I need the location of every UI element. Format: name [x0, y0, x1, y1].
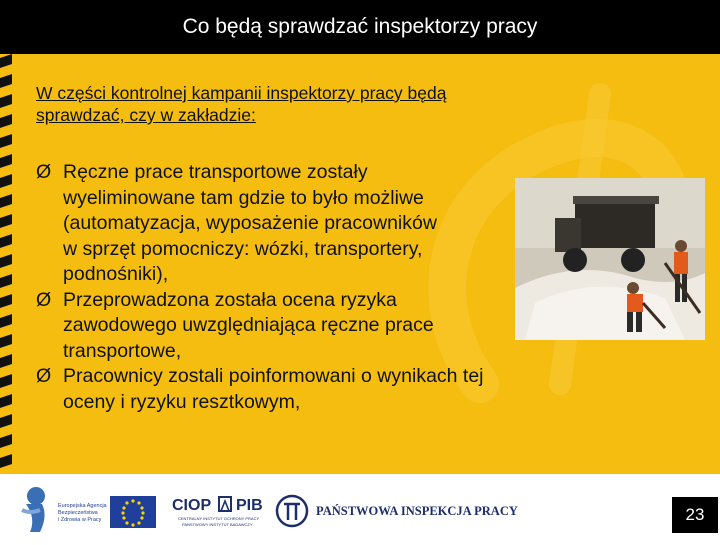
bullet-item — [36, 364, 596, 415]
bullet-1-line-5: podnośniki), — [63, 263, 169, 285]
bullet-2-line-3: transportowe, — [63, 339, 182, 362]
bullet-1-line-1: Ręczne prace transportowe zostały — [63, 161, 368, 183]
page-number — [672, 497, 718, 533]
bullet-arrow-icon: Ø — [36, 288, 52, 311]
pib-logo: PIB — [236, 497, 263, 514]
pip-name: PAŃSTWOWA INSPEKCJA PRACY — [316, 504, 518, 518]
slide-body — [0, 54, 720, 474]
intro-line-2: sprawdzać, czy w zakładzie: — [36, 105, 256, 125]
bullet-2-line-2: zawodowego uwzględniająca ręczne prace — [63, 314, 434, 336]
bullet-list — [36, 160, 596, 415]
agency-line-2: Bezpieczeństwa — [58, 510, 98, 516]
bullet-item — [36, 160, 596, 288]
agency-line-1: Europejska Agencja — [58, 503, 107, 509]
pip-emblem-icon — [277, 496, 307, 526]
footer-logos — [0, 474, 720, 540]
intro-line-1: W części kontrolnej kampanii inspektorzy pracy będą — [36, 83, 447, 103]
eu-osha-logo — [22, 487, 45, 532]
page-number-text: 23 — [685, 505, 705, 524]
bullet-3-line-2: oceny i ryzyku resztkowym, — [63, 390, 301, 413]
slide-title: Co będą sprawdzać inspektorzy pracy — [182, 15, 538, 38]
left-stripe-pattern — [0, 54, 16, 474]
bullet-2-line-1: Przeprowadzona została ocena ryzyka — [63, 288, 397, 311]
footer-logo-strip — [0, 474, 720, 540]
bullet-item — [36, 288, 596, 365]
ciop-logo: CIOP — [172, 497, 212, 514]
intro-text — [36, 82, 636, 126]
bullet-arrow-icon: Ø — [36, 365, 52, 387]
ciop-subtitle-2: PAŃSTWOWY INSTYTUT BADAWCZY — [182, 522, 253, 527]
eu-flag-icon — [110, 496, 156, 528]
bullet-3-line-1: Pracownicy zostali poinformowani o wynikach tej — [63, 365, 484, 387]
agency-line-3: i Zdrowia w Pracy — [58, 517, 102, 523]
slide-title-bar — [0, 0, 720, 54]
bullet-1-line-4: w sprzęt pomocniczy: wózki, transportery, — [63, 237, 423, 260]
bullet-1-line-3: (automatyzacja, wyposażenie pracowników — [63, 212, 437, 234]
ciop-subtitle-1: CENTRALNY INSTYTUT OCHRONY PRACY — [178, 516, 260, 521]
ciop-emblem-icon — [219, 497, 231, 511]
bullet-arrow-icon: Ø — [36, 161, 52, 183]
bullet-1-line-2: wyeliminowane tam gdzie to było możliwe — [63, 186, 424, 209]
